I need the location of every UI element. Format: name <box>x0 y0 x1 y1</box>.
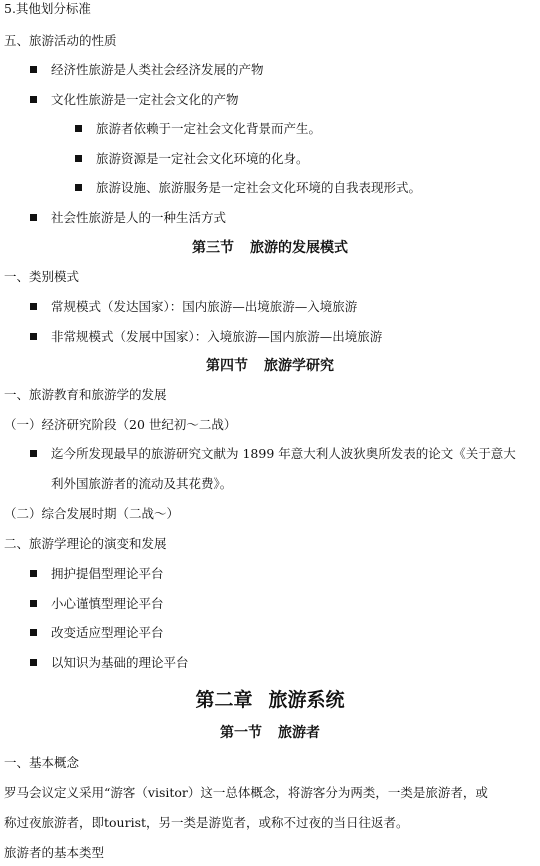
heading-theory-evolution: 二、旅游学理论的演变和发展 <box>4 536 167 551</box>
heading-category-models: 一、类别模式 <box>4 269 80 284</box>
sub-bullet-item <box>75 148 309 170</box>
bullet-text: 常规模式（发达国家）：国内旅游—出境旅游—入境旅游 <box>51 299 358 314</box>
bullet-text: 文化性旅游是一定社会文化的产物 <box>51 92 239 107</box>
bullet-text: 小心谨慎型理论平台 <box>51 596 164 611</box>
bullet-square-icon <box>75 184 82 191</box>
bullet-square-icon <box>30 629 37 636</box>
bullet-item <box>30 59 264 81</box>
heading-other-criteria: 5.其他划分标准 <box>4 1 91 16</box>
heading-comprehensive-stage: （二）综合发展时期（二战～） <box>4 506 180 521</box>
bullet-square-icon <box>30 96 37 103</box>
bullet-text: 改变适应型理论平台 <box>51 625 164 640</box>
bullet-item <box>30 622 164 644</box>
bullet-square-icon <box>30 214 37 221</box>
chapter-title: 第二章 旅游系统 <box>195 689 345 711</box>
bullet-square-icon <box>30 659 37 666</box>
bullet-text-continuation: 利外国旅游者的流动及其花费》。 <box>51 476 233 491</box>
bullet-text: 旅游资源是一定社会文化环境的化身。 <box>96 151 309 166</box>
bullet-text: 社会性旅游是人的一种生活方式 <box>51 210 227 225</box>
bullet-text: 旅游设施、旅游服务是一定社会文化环境的自我表现形式。 <box>96 180 422 195</box>
bullet-text: 旅游者依赖于一定社会文化背景而产生。 <box>96 121 322 136</box>
sub-bullet-item <box>75 118 321 140</box>
bullet-text: 迄今所发现最早的旅游研究文献为 1899 年意大利人波狄奥所发表的论文《关于意大 <box>51 446 516 461</box>
heading-economic-stage: （一）经济研究阶段（20 世纪初～二战） <box>4 417 237 432</box>
bullet-square-icon <box>30 333 37 340</box>
sub-bullet-item <box>75 177 421 199</box>
bullet-item <box>30 326 382 348</box>
bullet-item <box>30 207 226 229</box>
bullet-item <box>30 593 164 615</box>
bullet-item <box>30 652 189 674</box>
section-title-1: 第一节 旅游者 <box>220 725 320 741</box>
paragraph-line: 罗马会议定义采用“游客（visitor）这一总体概念，将游客分为两类，一类是旅游者，或 <box>4 785 488 800</box>
bullet-item <box>30 563 164 585</box>
paragraph-line: 称过夜旅游者，即tourist，另一类是游览者，或称不过夜的当日往返者。 <box>4 815 409 830</box>
bullet-square-icon <box>30 570 37 577</box>
heading-basic-types: 旅游者的基本类型 <box>4 845 105 860</box>
heading-basic-concepts: 一、基本概念 <box>4 755 80 770</box>
section-title-4: 第四节 旅游学研究 <box>206 358 334 374</box>
heading-tourism-education: 一、旅游教育和旅游学的发展 <box>4 387 167 402</box>
bullet-item <box>30 89 239 111</box>
bullet-item <box>30 296 357 318</box>
bullet-square-icon <box>30 303 37 310</box>
section-title-3: 第三节 旅游的发展模式 <box>192 240 348 256</box>
bullet-square-icon <box>30 600 37 607</box>
bullet-square-icon <box>75 155 82 162</box>
bullet-text: 拥护提倡型理论平台 <box>51 566 164 581</box>
bullet-text: 非常规模式（发展中国家）：入境旅游—国内旅游—出境旅游 <box>51 329 383 344</box>
bullet-square-icon <box>30 66 37 73</box>
heading-nature-of-tourism: 五、旅游活动的性质 <box>4 33 117 48</box>
bullet-square-icon <box>30 450 37 457</box>
bullet-square-icon <box>75 125 82 132</box>
bullet-text: 以知识为基础的理论平台 <box>51 655 189 670</box>
bullet-item <box>30 443 516 465</box>
bullet-text: 经济性旅游是人类社会经济发展的产物 <box>51 62 264 77</box>
